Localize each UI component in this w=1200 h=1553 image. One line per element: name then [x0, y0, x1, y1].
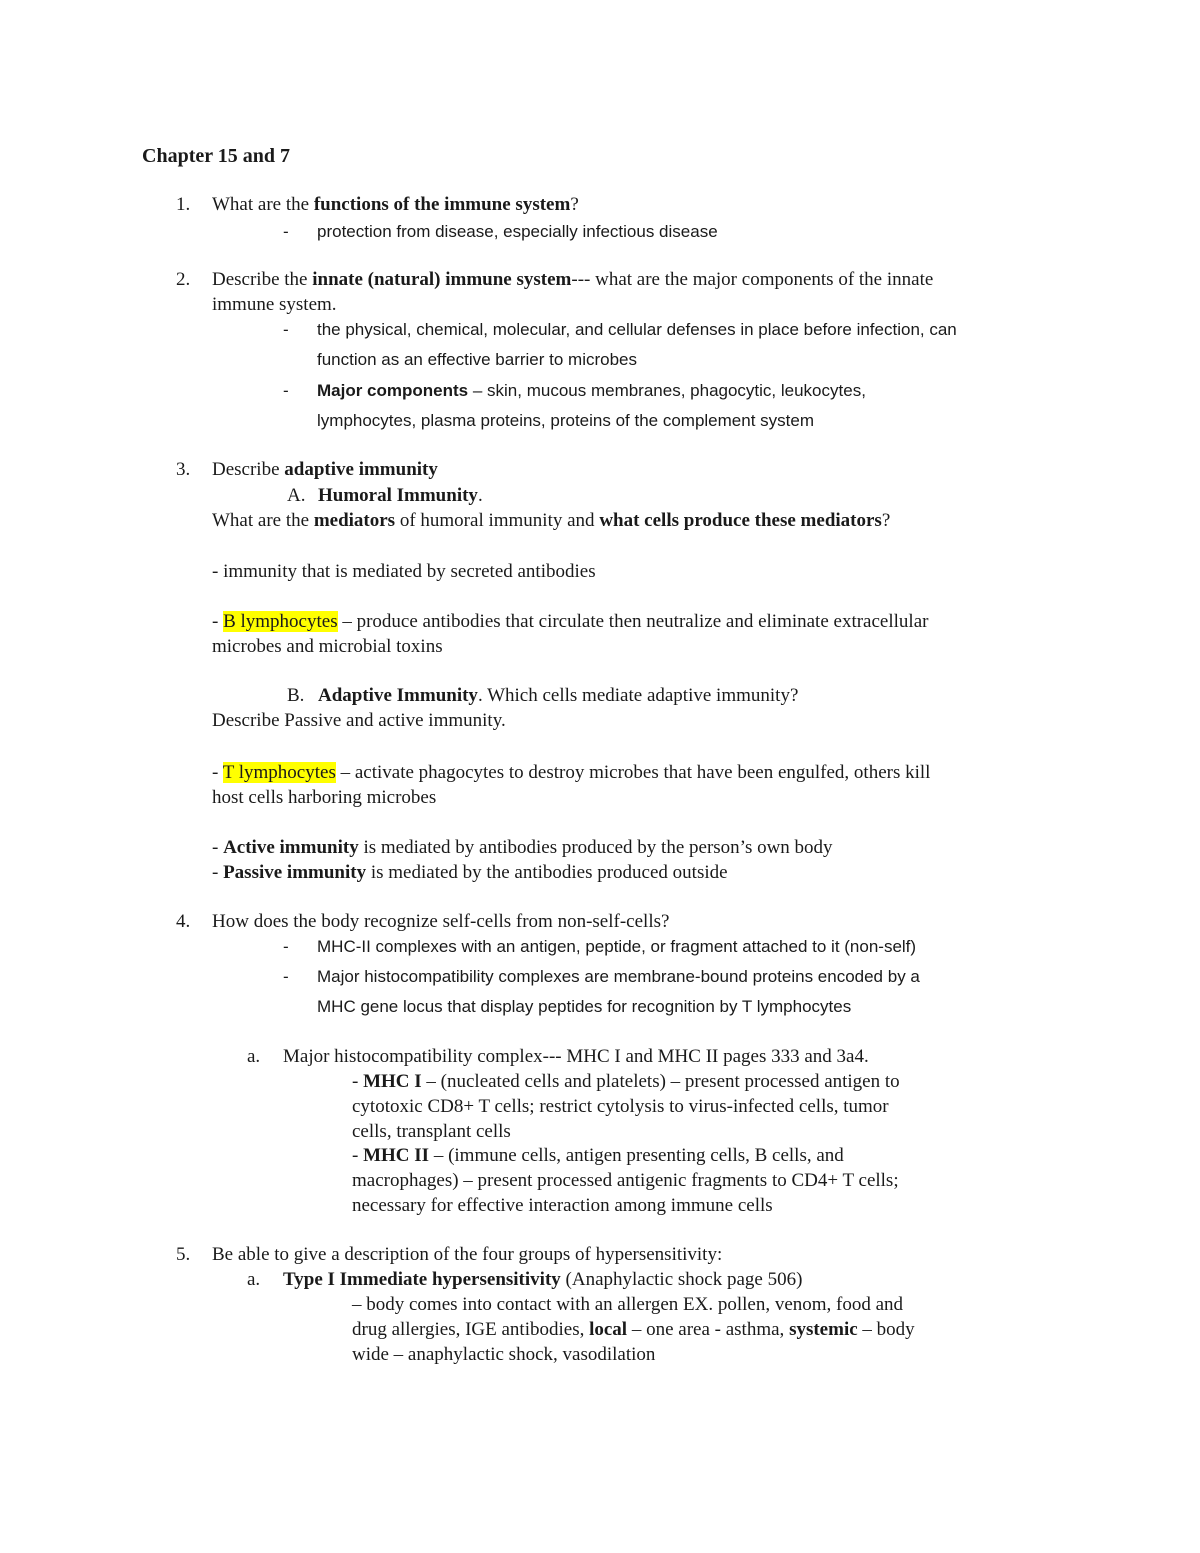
q4-m1-bold: MHC I — [363, 1071, 422, 1092]
q4-m2-text: – (immune cells, antigen presenting cells, B cells, and — [429, 1145, 844, 1166]
q3-passive-immunity — [212, 863, 728, 882]
q4-question: How does the body recognize self-cells from non-self-cells? — [212, 911, 670, 932]
q3-b-heading — [318, 686, 798, 705]
q3-active-immunity — [212, 838, 833, 857]
q3-bold: adaptive immunity — [284, 459, 438, 480]
q3-answer1: - immunity that is mediated by secreted antibodies — [212, 561, 596, 582]
q5-d2-mid: – one area - asthma, — [627, 1319, 790, 1340]
q3-act-bold: Active immunity — [223, 837, 359, 858]
q5-a-label: a. — [247, 1269, 261, 1290]
q2-bullet1-line2: function as an effective barrier to microbes — [317, 350, 638, 369]
q4-mhc2-line1 — [352, 1146, 844, 1165]
q3-a-heading — [318, 486, 483, 505]
q5-desc-line3: wide – anaphylactic shock, vasodilation — [352, 1344, 656, 1365]
q4-m1-dash: - — [352, 1071, 364, 1092]
q4-m2-dash: - — [352, 1145, 364, 1166]
q3-question — [212, 460, 438, 479]
q3-bl-text: – produce antibodies that circulate then neutralize and eliminate extracellular — [337, 611, 929, 632]
q4-m2-bold: MHC II — [363, 1145, 430, 1166]
q3-b-line2: Describe Passive and active immunity. — [212, 710, 506, 731]
q5-d2-local: local — [589, 1319, 628, 1340]
q4-bullet2-dash: - — [283, 967, 289, 986]
q5-d2-pre: drug allergies, IGE antibodies, — [352, 1319, 590, 1340]
q4-a-text: Major histocompatibility complex--- MHC I and MHC II pages 333 and 3a4. — [283, 1046, 869, 1067]
q3-mq-bold2: what cells produce these mediators — [599, 510, 882, 531]
q4-mhc2-line3: necessary for effective interaction among immune cells — [352, 1195, 773, 1216]
q5-a-bold: Type I Immediate hypersensitivity — [283, 1269, 561, 1290]
q4-bullet1-dash: - — [283, 937, 289, 956]
q3-b-label: B. — [287, 685, 305, 706]
q3-act-dash: - — [212, 837, 224, 858]
q3-pas-bold: Passive immunity — [223, 862, 367, 883]
q3-t-lymphocytes-line2: host cells harboring microbes — [212, 787, 437, 808]
q3-mediators-question — [212, 511, 890, 530]
q2-bullet1-dash: - — [283, 320, 289, 339]
q3-mq-pre: What are the — [212, 510, 314, 531]
q3-pas-dash: - — [212, 862, 224, 883]
q4-mhc1-line2: cytotoxic CD8+ T cells; restrict cytolysis to virus-infected cells, tumor — [352, 1096, 889, 1117]
q5-a-post: (Anaphylactic shock page 506) — [560, 1269, 803, 1290]
q3-pre: Describe — [212, 459, 285, 480]
q1-answer: protection from disease, especially infectious disease — [317, 222, 718, 241]
q1-pre: What are the — [212, 194, 314, 215]
q3-mq-bold1: mediators — [313, 510, 396, 531]
q2-bullet2-dash: - — [283, 381, 289, 400]
q4-a-label: a. — [247, 1046, 261, 1067]
q3-b-bold: Adaptive Immunity — [318, 685, 478, 706]
q4-m1-text: – (nucleated cells and platelets) – present processed antigen to — [421, 1071, 900, 1092]
q2-bullet1-line1: the physical, chemical, molecular, and cellular defenses in place before infection, can — [317, 320, 957, 339]
q4-mhc1-line3: cells, transplant cells — [352, 1121, 511, 1142]
q3-b-lymphocytes-highlight: B lymphocytes — [223, 611, 338, 632]
q2-post: --- what are the major components of the innate — [571, 269, 934, 290]
q3-a-bold: Humoral Immunity — [318, 485, 478, 506]
q3-mq-post: ? — [881, 510, 891, 531]
q3-a-post: . — [477, 485, 483, 506]
q2-bullet2-line1 — [317, 382, 866, 399]
q5-d2-systemic: systemic — [789, 1319, 858, 1340]
q2-bullet2-bold: Major components — [317, 381, 469, 400]
q1-number: 1. — [176, 194, 191, 215]
q4-mhc2-line2: macrophages) – present processed antigenic fragments to CD4+ T cells; — [352, 1170, 899, 1191]
q1-question — [212, 195, 579, 214]
q5-question: Be able to give a description of the four groups of hypersensitivity: — [212, 1244, 723, 1265]
q3-b-lymphocytes-line2: microbes and microbial toxins — [212, 636, 443, 657]
q1-bold: functions of the immune system — [313, 194, 571, 215]
q3-tl-text: – activate phagocytes to destroy microbes that have been engulfed, others kill — [335, 762, 931, 783]
q3-b-lymphocytes-line1 — [212, 612, 928, 631]
q5-d2-post: – body — [857, 1319, 915, 1340]
q4-number: 4. — [176, 911, 191, 932]
q2-pre: Describe the — [212, 269, 313, 290]
page-title: Chapter 15 and 7 — [142, 145, 290, 167]
q3-number: 3. — [176, 459, 191, 480]
q3-pas-text: is mediated by the antibodies produced outside — [366, 862, 728, 883]
q4-bullet1: MHC-II complexes with an antigen, peptide, or fragment attached to it (non-self) — [317, 937, 917, 956]
q5-desc-line1: – body comes into contact with an allergen EX. pollen, venom, food and — [352, 1294, 904, 1315]
q4-mhc1-line1 — [352, 1072, 900, 1091]
q2-question-line2: immune system. — [212, 294, 337, 315]
q3-a-label: A. — [287, 485, 306, 506]
q3-t-lymphocytes-line1 — [212, 763, 930, 782]
q2-bullet2-text: – skin, mucous membranes, phagocytic, leukocytes, — [468, 381, 866, 400]
q5-desc-line2 — [352, 1320, 915, 1339]
q5-number: 5. — [176, 1244, 191, 1265]
q5-a-heading — [283, 1270, 802, 1289]
q2-bullet2-line2: lymphocytes, plasma proteins, proteins of the complement system — [317, 411, 814, 430]
q4-bullet2-line2: MHC gene locus that display peptides for recognition by T lymphocytes — [317, 997, 852, 1016]
q3-mq-mid: of humoral immunity and — [395, 510, 600, 531]
q3-tl-dash: - — [212, 762, 223, 783]
q4-bullet2-line1: Major histocompatibility complexes are membrane-bound proteins encoded by a — [317, 967, 920, 986]
q2-question — [212, 270, 933, 289]
q3-act-text: is mediated by antibodies produced by the person’s own body — [358, 837, 833, 858]
q3-t-lymphocytes-highlight: T lymphocytes — [222, 762, 336, 783]
q2-number: 2. — [176, 269, 191, 290]
q3-b-post: . Which cells mediate adaptive immunity? — [477, 685, 799, 706]
q1-bullet-dash: - — [283, 222, 289, 241]
q3-bl-dash: - — [212, 611, 224, 632]
q1-post: ? — [570, 194, 579, 215]
q2-bold: innate (natural) immune system — [312, 269, 572, 290]
